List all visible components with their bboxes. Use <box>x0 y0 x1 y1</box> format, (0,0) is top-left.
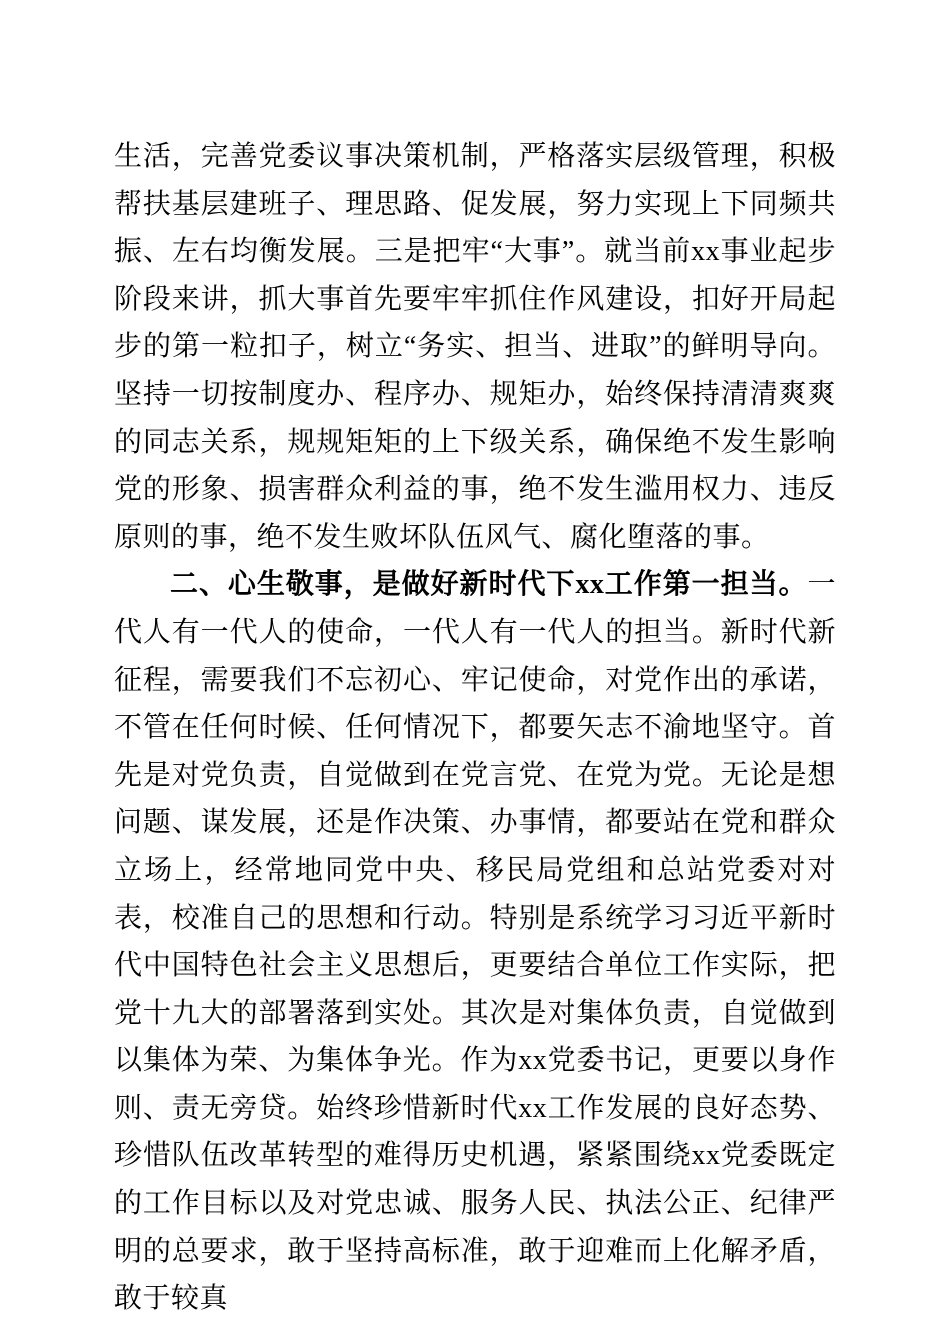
section-heading-run: 二、心生敬事，是做好新时代下xx工作第一担当。 <box>170 569 808 601</box>
paragraph-section-two <box>114 561 836 1323</box>
paragraph-continuation <box>114 133 836 561</box>
body-text-run: 一代人有一代人的使命，一代人有一代人的担当。新时代新征程，需要我们不忘初心、牢记使命，对党作出的承诺，不管在任何时候、任何情况下，都要矢志不渝地坚守。首先是对党负责，自觉做到在党言党、在党为党。无论是想问题、谋发展，还是作决策、办事情，都要站在党和群众立场上，经常地同党中央、移民局党组和总站党委对对表，校准自己的思想和行动。特别是系统学习习近平新时代中国特色社会主义思想后，更要结合单位工作实际，把党十九大的部署落到实处。其次是对集体负责，自觉做到以集体为荣、为集体争光。作为xx党委书记，更要以身作则、责无旁贷。始终珍惜新时代xx工作发展的良好态势、珍惜队伍改革转型的难得历史机遇，紧紧围绕xx党委既定的工作目标以及对党忠诚、服务人民、执法公正、纪律严明的总要求，敢于坚持高标准，敢于迎难而上化解矛盾，敢于较真 <box>114 569 836 1315</box>
body-text-run: 生活，完善党委议事决策机制，严格落实层级管理，积极帮扶基层建班子、理思路、促发展，努力实现上下同频共振、左右均衡发展。三是把牢“大事”。就当前xx事业起步阶段来讲，抓大事首先要牢牢抓住作风建设，扣好开局起步的第一粒扣子，树立“务实、担当、进取”的鲜明导向。坚持一切按制度办、程序办、规矩办，始终保持清清爽爽的同志关系，规规矩矩的上下级关系，确保绝不发生影响党的形象、损害群众利益的事，绝不发生滥用权力、违反原则的事，绝不发生败坏队伍风气、腐化堕落的事。 <box>114 141 836 553</box>
